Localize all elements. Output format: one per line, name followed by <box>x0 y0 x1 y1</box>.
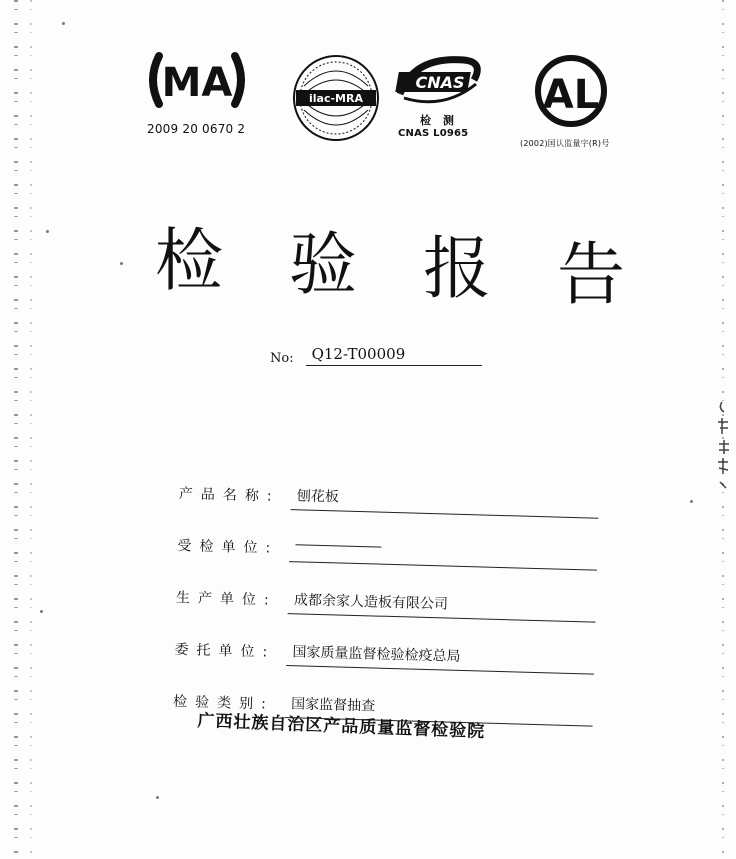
title-char: 报 <box>422 230 491 309</box>
stamp-fragment-icon <box>716 398 732 498</box>
field-label: 委托单位 <box>174 641 263 661</box>
field-inspected-unit: 受检单位: <box>177 507 598 571</box>
cnas-logo-icon <box>394 54 482 114</box>
scan-speck <box>40 610 43 613</box>
side-stamp-fragment <box>716 398 734 502</box>
cal-logo-text: AL <box>542 72 600 118</box>
scan-speck <box>120 262 123 265</box>
report-title <box>155 222 625 316</box>
field-manufacturer: 生产单位: 成都余家人造板有限公司 <box>176 559 597 623</box>
report-number-value: Q12-T00009 <box>306 345 482 366</box>
cma-logo-icon <box>145 50 249 110</box>
accreditation-logos <box>0 40 736 160</box>
report-fields <box>173 455 600 727</box>
ilac-mra-logo <box>290 52 382 144</box>
cal-logo <box>532 52 610 130</box>
field-product-name: 产品名称: 刨花板 <box>179 455 600 519</box>
field-label: 产品名称 <box>178 485 268 505</box>
cma-logo-text: MA <box>161 60 233 106</box>
field-value: 成都余家人造板有限公司 <box>288 589 597 623</box>
scan-speck <box>46 230 49 233</box>
field-value: 国家监督抽查 <box>285 693 594 727</box>
field-inspection-type: 检验类别: 国家监督抽查 <box>173 663 594 727</box>
ilac-mra-logo-text: ilac-MRA <box>309 92 363 105</box>
title-char: 告 <box>556 236 625 315</box>
field-value: 刨花板 <box>291 485 600 519</box>
report-number-label: No: <box>270 351 294 366</box>
blank-dash <box>296 544 382 547</box>
issuing-institute: 广西壮族自治区产品质量监督检验院 <box>197 710 486 743</box>
field-value: 国家质量监督检验检疫总局 <box>286 641 595 675</box>
title-char: 验 <box>288 226 357 305</box>
ilac-mra-logo-icon <box>290 52 382 144</box>
cma-logo <box>145 50 249 110</box>
scan-speck <box>62 22 65 25</box>
cnas-logo-text: CNAS <box>415 73 465 92</box>
scan-speck <box>690 500 693 503</box>
field-label: 受检单位 <box>177 537 266 557</box>
cma-number: 2009 20 0670 2 <box>147 122 246 136</box>
title-char: 检 <box>155 222 224 301</box>
cal-number: (2002)国认监量字(R)号 <box>520 139 610 148</box>
cnas-logo <box>394 54 482 114</box>
field-label: 检验类别 <box>172 693 262 713</box>
cnas-sub-label: 检 测 <box>420 114 458 127</box>
report-number <box>270 345 482 366</box>
scan-speck <box>156 796 159 799</box>
field-client-unit: 委托单位: 国家质量监督检验检疫总局 <box>174 611 595 675</box>
cal-logo-icon <box>532 52 610 130</box>
field-label: 生产单位 <box>175 589 265 609</box>
cnas-number: CNAS L0965 <box>398 128 469 139</box>
